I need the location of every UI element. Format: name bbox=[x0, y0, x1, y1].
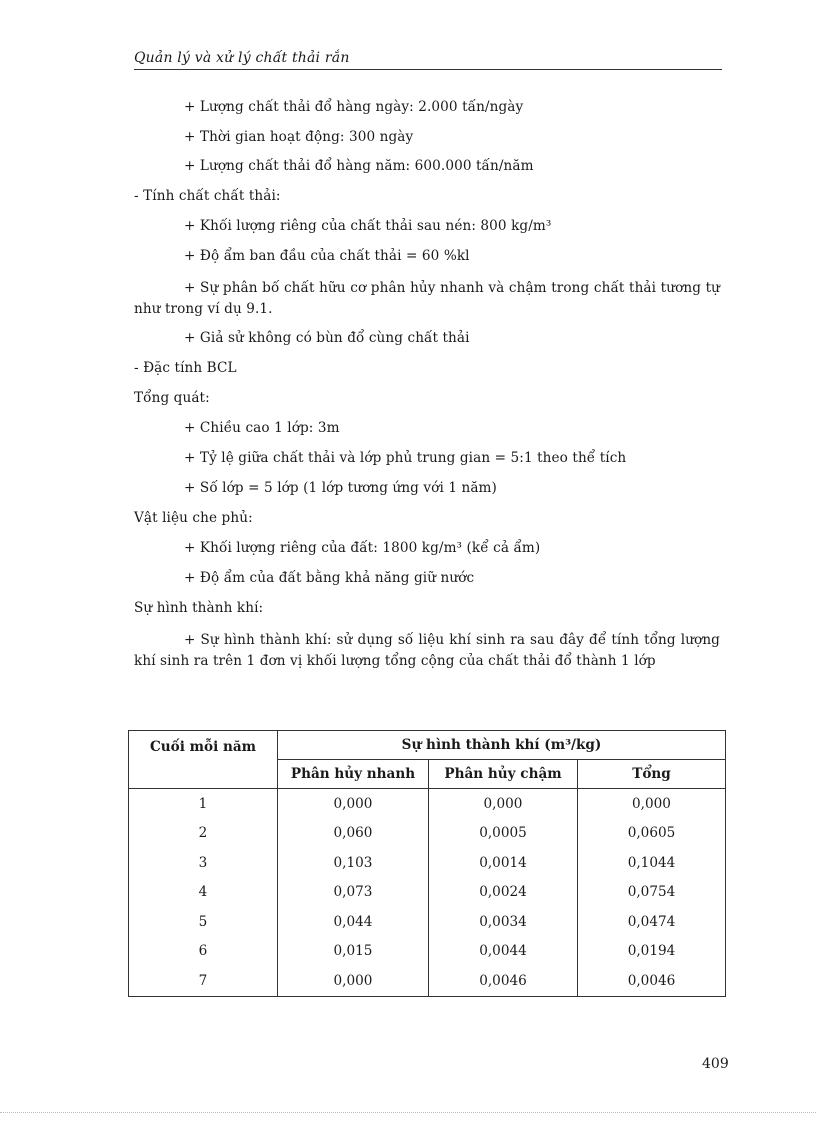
cell-year: 1 bbox=[129, 789, 278, 819]
text-line: + Lượng chất thải đổ hàng ngày: 2.000 tấn/ngày bbox=[184, 99, 524, 115]
cell-total: 0,0754 bbox=[578, 878, 726, 908]
cell-year: 5 bbox=[129, 907, 278, 937]
cell-year: 3 bbox=[129, 848, 278, 878]
cell-fast: 0,060 bbox=[278, 819, 429, 849]
cell-total: 0,0605 bbox=[578, 819, 726, 849]
table-row bbox=[129, 966, 726, 996]
cell-fast: 0,073 bbox=[278, 878, 429, 908]
subheading: Sự hình thành khí: bbox=[134, 600, 264, 616]
cell-year: 2 bbox=[129, 819, 278, 849]
cell-year: 6 bbox=[129, 937, 278, 967]
cell-total: 0,1044 bbox=[578, 848, 726, 878]
subheading: Vật liệu che phủ: bbox=[134, 510, 253, 526]
text-line: + Chiều cao 1 lớp: 3m bbox=[184, 420, 340, 436]
cell-total: 0,000 bbox=[578, 789, 726, 819]
table-row bbox=[129, 789, 726, 819]
header-gas-group: Sự hình thành khí (m³/kg) bbox=[278, 731, 726, 760]
text-line: + Giả sử không có bùn đổ cùng chất thải bbox=[184, 330, 470, 346]
text-paragraph: + Sự phân bố chất hữu cơ phân hủy nhanh và chậm trong chất thải tương tự như trong ví dụ 9.1. bbox=[134, 280, 720, 317]
text-paragraph: + Sự hình thành khí: sử dụng số liệu khí sinh ra sau đây để tính tổng lượng khí sinh ra trên 1 đơn vị khối lượng tổng cộng của chất thải đổ thành 1 lớp bbox=[134, 632, 720, 669]
table-row bbox=[129, 937, 726, 967]
section-heading: - Tính chất chất thải: bbox=[134, 188, 281, 204]
header-year: Cuối mỗi năm bbox=[129, 731, 278, 789]
cell-slow: 0,0014 bbox=[429, 848, 578, 878]
cell-slow: 0,0005 bbox=[429, 819, 578, 849]
page-number: 409 bbox=[702, 1056, 729, 1072]
header-fast: Phân hủy nhanh bbox=[278, 760, 429, 789]
page-edge-divider bbox=[0, 1112, 816, 1113]
section-heading: - Đặc tính BCL bbox=[134, 360, 237, 376]
cell-slow: 0,0024 bbox=[429, 878, 578, 908]
text-line: + Thời gian hoạt động: 300 ngày bbox=[184, 129, 414, 145]
subheading: Tổng quát: bbox=[134, 390, 210, 406]
running-header: Quản lý và xử lý chất thải rắn bbox=[134, 50, 722, 70]
text-line: + Số lớp = 5 lớp (1 lớp tương ứng với 1 năm) bbox=[184, 480, 497, 496]
text-line: + Khối lượng riêng của đất: 1800 kg/m³ (kể cả ẩm) bbox=[184, 540, 541, 556]
cell-year: 7 bbox=[129, 966, 278, 996]
text-line: + Lượng chất thải đổ hàng năm: 600.000 tấn/năm bbox=[184, 158, 534, 174]
text-line: + Khối lượng riêng của chất thải sau nén: 800 kg/m³ bbox=[184, 218, 552, 234]
cell-fast: 0,103 bbox=[278, 848, 429, 878]
table-row bbox=[129, 878, 726, 908]
cell-total: 0,0046 bbox=[578, 966, 726, 996]
text-line: + Độ ẩm ban đầu của chất thải = 60 %kl bbox=[184, 248, 470, 264]
table-row bbox=[129, 848, 726, 878]
text-line: + Tỷ lệ giữa chất thải và lớp phủ trung gian = 5:1 theo thể tích bbox=[184, 450, 627, 466]
cell-fast: 0,015 bbox=[278, 937, 429, 967]
cell-slow: 0,000 bbox=[429, 789, 578, 819]
cell-slow: 0,0034 bbox=[429, 907, 578, 937]
cell-slow: 0,0046 bbox=[429, 966, 578, 996]
table-row bbox=[129, 907, 726, 937]
gas-generation-table bbox=[128, 730, 726, 997]
cell-total: 0,0194 bbox=[578, 937, 726, 967]
text-line: + Độ ẩm của đất bằng khả năng giữ nước bbox=[184, 570, 475, 586]
cell-year: 4 bbox=[129, 878, 278, 908]
cell-fast: 0,000 bbox=[278, 789, 429, 819]
table-row bbox=[129, 819, 726, 849]
cell-slow: 0,0044 bbox=[429, 937, 578, 967]
cell-total: 0,0474 bbox=[578, 907, 726, 937]
cell-fast: 0,000 bbox=[278, 966, 429, 996]
header-slow: Phân hủy chậm bbox=[429, 760, 578, 789]
header-total: Tổng bbox=[578, 760, 726, 789]
cell-fast: 0,044 bbox=[278, 907, 429, 937]
